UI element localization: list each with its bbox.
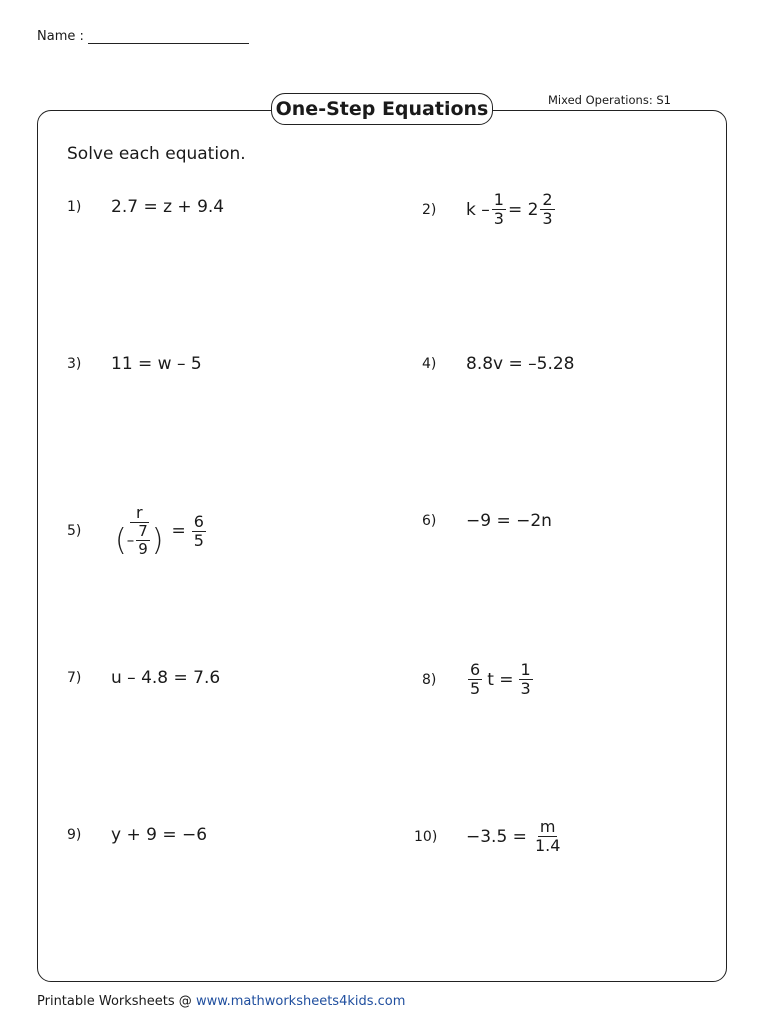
fraction xyxy=(492,192,506,227)
problem-5 xyxy=(67,505,208,557)
inner-fraction xyxy=(136,524,150,557)
problem-6 xyxy=(422,511,552,531)
equation: 11 = w – 5 xyxy=(111,354,202,374)
fraction-numerator: 2 xyxy=(542,190,553,209)
name-field-row xyxy=(37,26,249,44)
problem-number: 1) xyxy=(67,199,82,215)
footer xyxy=(37,994,405,1009)
fraction-numerator: r xyxy=(130,505,149,523)
fraction-numerator: m xyxy=(539,817,556,836)
fraction xyxy=(113,505,165,557)
inner-sign: – xyxy=(126,531,135,549)
equation: −9 = −2n xyxy=(466,511,552,531)
equation-lhs: k – xyxy=(466,199,490,220)
problem-1 xyxy=(67,197,224,217)
problem-3 xyxy=(67,354,202,374)
equals-sign: = xyxy=(171,521,186,541)
problem-number: 2) xyxy=(422,201,437,218)
equation-mid: t = xyxy=(487,669,514,690)
problem-number: 10) xyxy=(414,828,438,845)
problem-number: 6) xyxy=(422,513,437,529)
fraction-denominator: 1.4 xyxy=(534,836,561,855)
fraction-denominator: 5 xyxy=(193,530,204,550)
instruction-text: Solve each equation. xyxy=(67,144,246,164)
equation: u – 4.8 = 7.6 xyxy=(111,668,221,688)
problem-2 xyxy=(422,192,557,227)
footer-prefix: Printable Worksheets @ xyxy=(37,994,196,1009)
fraction xyxy=(540,192,554,227)
problem-number: 5) xyxy=(67,523,82,539)
problem-number: 4) xyxy=(422,356,437,372)
fraction xyxy=(468,662,482,697)
fraction xyxy=(533,819,562,854)
equation: y + 9 = −6 xyxy=(111,825,208,845)
problem-10 xyxy=(414,819,564,854)
name-input-line[interactable] xyxy=(88,26,249,44)
problem-9 xyxy=(67,825,207,845)
problem-4 xyxy=(422,354,575,374)
fraction-numerator: 1 xyxy=(520,660,531,679)
problem-number: 7) xyxy=(67,670,82,686)
equation: 2.7 = z + 9.4 xyxy=(111,197,225,217)
footer-link[interactable]: www.mathworksheets4kids.com xyxy=(195,994,406,1009)
worksheet-title: One-Step Equations xyxy=(271,93,493,125)
problem-number: 9) xyxy=(67,827,82,843)
equation-mid: = 2 xyxy=(507,199,539,220)
name-label: Name : xyxy=(37,29,84,44)
fraction xyxy=(192,511,206,550)
fraction-denominator: 9 xyxy=(138,540,148,558)
problem-7 xyxy=(67,668,220,688)
right-paren-icon: ) xyxy=(151,522,164,558)
equation-lhs: −3.5 = xyxy=(466,826,527,847)
fraction xyxy=(519,662,533,697)
left-paren-icon: ( xyxy=(115,522,127,558)
problem-number: 3) xyxy=(67,356,82,372)
fraction-numerator: 6 xyxy=(470,660,481,679)
problem-number: 8) xyxy=(422,671,437,688)
fraction-denominator: 3 xyxy=(493,209,504,228)
worksheet-subtitle: Mixed Operations: S1 xyxy=(548,93,671,107)
fraction-numerator: 6 xyxy=(193,511,204,531)
problem-8 xyxy=(422,662,535,697)
fraction-numerator: 1 xyxy=(493,190,504,209)
fraction-denominator: 5 xyxy=(470,679,481,698)
equation: 8.8v = –5.28 xyxy=(466,354,575,374)
fraction-denominator xyxy=(113,523,165,557)
fraction-numerator: 7 xyxy=(138,522,148,540)
fraction-denominator: 3 xyxy=(520,679,531,698)
fraction-denominator: 3 xyxy=(542,209,553,228)
